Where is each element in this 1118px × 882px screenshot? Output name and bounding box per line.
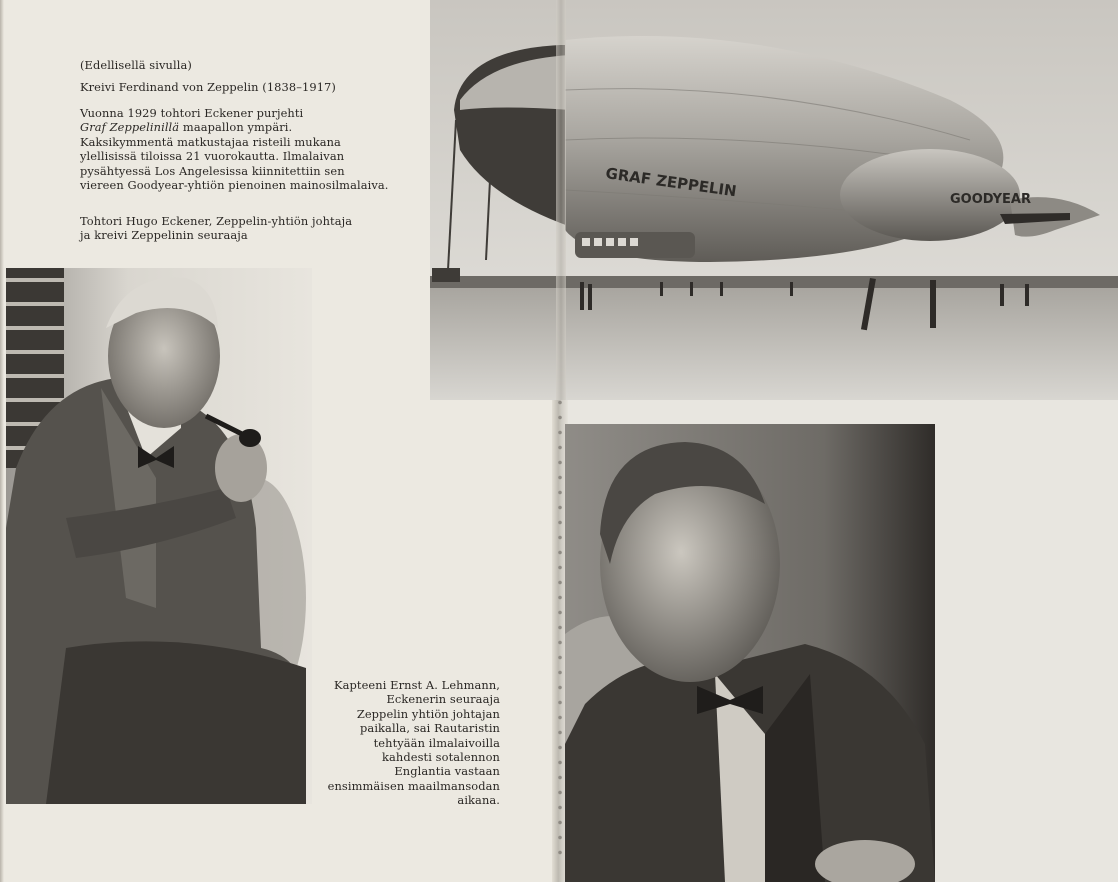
photo-graf-zeppelin-airfield bbox=[430, 0, 1118, 400]
gutter-shadow-over-photo bbox=[556, 0, 566, 400]
blimp-lettering: GOODYEAR bbox=[950, 192, 1031, 207]
caption-graf-zeppelin-voyage bbox=[80, 106, 420, 192]
caption-zeppelin-portrait: Kreivi Ferdinand von Zeppelin (1838–1917) bbox=[80, 80, 336, 94]
voyage-rest: maapallon ympäri. Kaksikymmentä matkustajaa risteili mukana ylellisissä tiloissa 21 vuorokautta. Ilmalaivan pysähtyessä Los Angelesissa kiinnitettiin sen viereen Goodyear-yhtiön pienoinen mainosilmalaiva. bbox=[80, 120, 389, 193]
caption-eckener: Tohtori Hugo Eckener, Zeppelin-yhtiön johtaja ja kreivi Zeppelinin seuraaja bbox=[80, 214, 353, 243]
photo-eckener-portrait bbox=[6, 268, 312, 804]
airship-hull-lettering: GRAF ZEPPELIN bbox=[604, 164, 738, 201]
photo-lehmann-portrait bbox=[565, 424, 935, 882]
page-edge-shadow bbox=[0, 0, 4, 882]
voyage-line1: Vuonna 1929 tohtori Eckener purjehti bbox=[80, 106, 304, 120]
ship-name: Graf Zeppelinillä bbox=[80, 120, 180, 135]
caption-previous-page: (Edellisellä sivulla) bbox=[80, 58, 192, 72]
caption-lehmann: Kapteeni Ernst A. Lehmann, Eckenerin seuraaja Zeppelin yhtiön johtajan paikalla, sai Rautaristin tehtyään ilmalaivoilla kahdesti sotalennon Englantia vastaan ensimmäisen maailmansodan aikana. bbox=[327, 678, 500, 808]
